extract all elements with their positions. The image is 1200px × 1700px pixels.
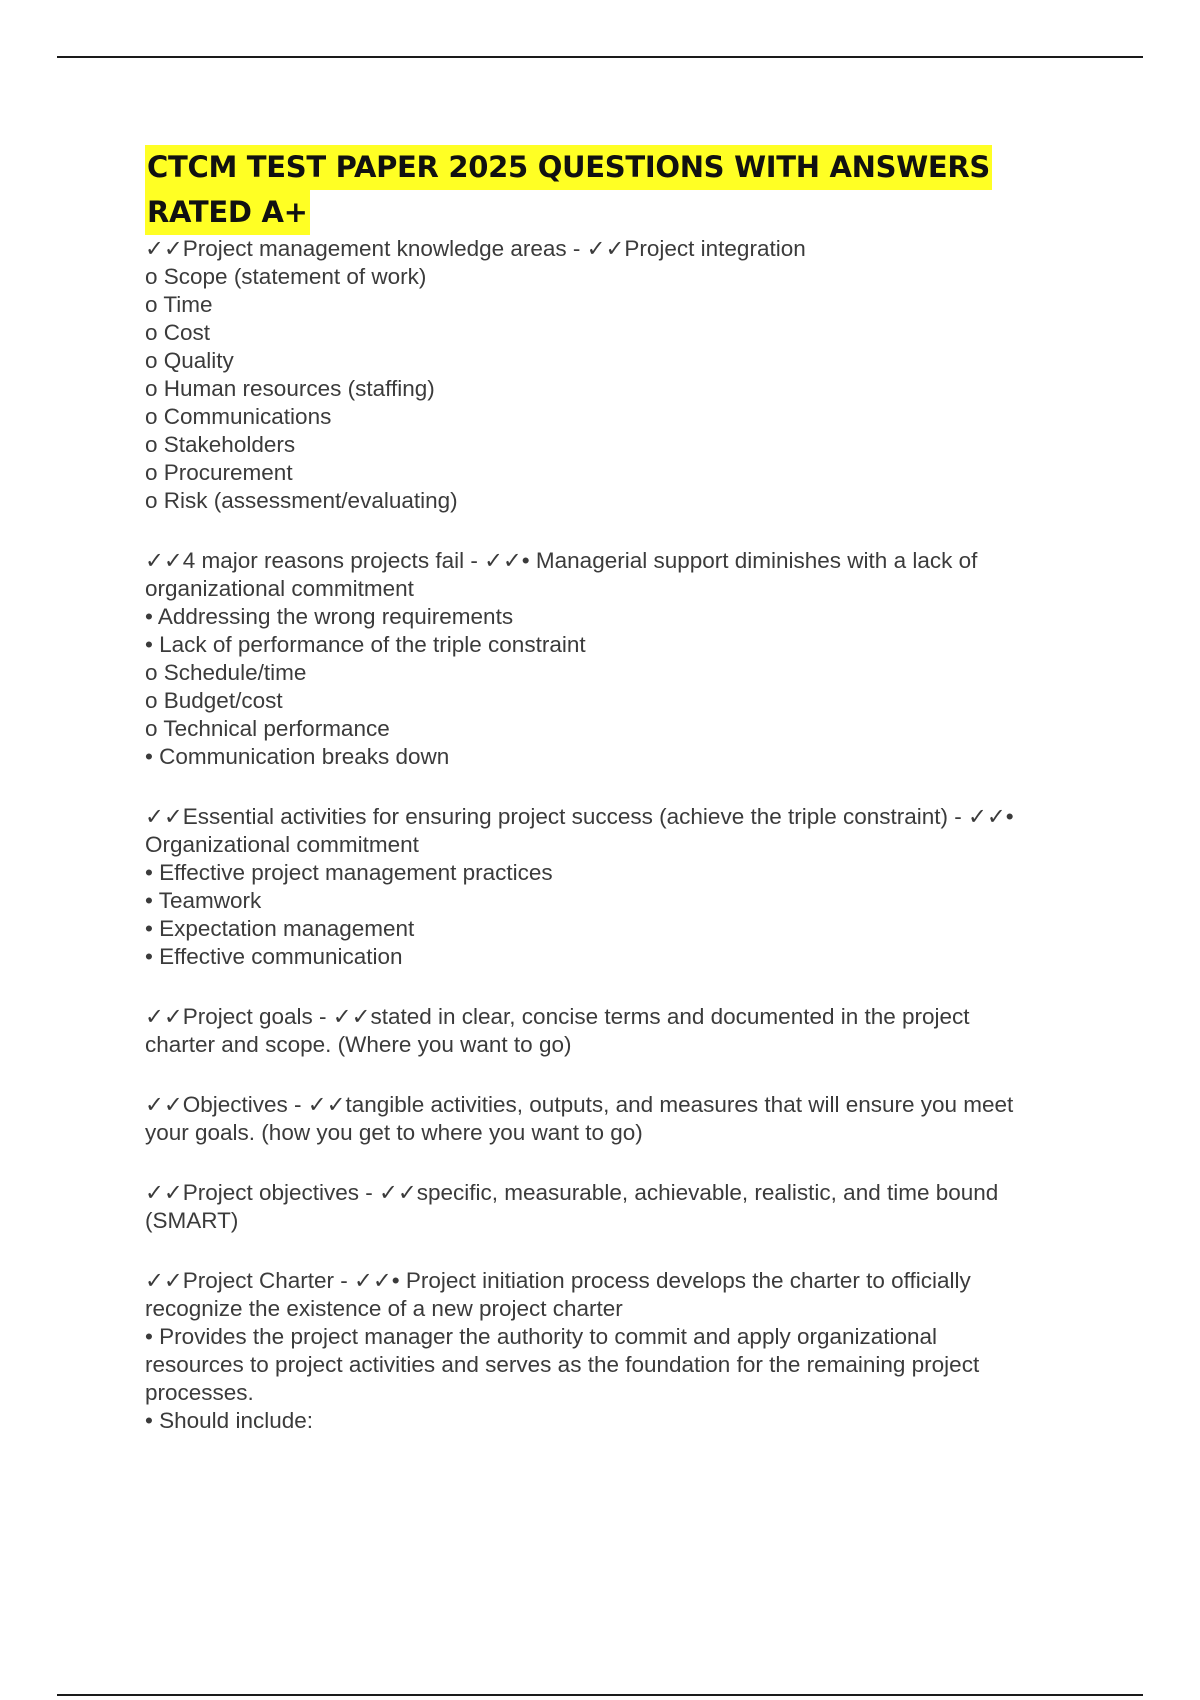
text-line: o Risk (assessment/evaluating)	[145, 488, 458, 513]
qa-block	[145, 803, 1085, 971]
text-line: Organizational commitment	[145, 832, 419, 857]
title-line: RATED A+	[145, 190, 310, 235]
text-line: o Human resources (staffing)	[145, 376, 435, 401]
header-rule	[57, 56, 1143, 58]
text-line: your goals. (how you get to where you want to go)	[145, 1120, 643, 1145]
text-line: o Time	[145, 292, 213, 317]
text-line: • Expectation management	[145, 916, 415, 941]
text-line: o Communications	[145, 404, 332, 429]
text-line: o Budget/cost	[145, 688, 283, 713]
document-body	[145, 145, 1085, 1435]
text-line: ✓✓Project management knowledge areas - ✓✓Project integration	[145, 236, 806, 261]
qa-block	[145, 1267, 1085, 1435]
qa-block	[145, 1003, 1085, 1059]
text-line: • Addressing the wrong requirements	[145, 604, 514, 629]
text-line: resources to project activities and serves as the foundation for the remaining project	[145, 1352, 980, 1377]
text-line: ✓✓4 major reasons projects fail - ✓✓• Managerial support diminishes with a lack of	[145, 548, 978, 573]
text-line: ✓✓Project objectives - ✓✓specific, measurable, achievable, realistic, and time bound	[145, 1180, 999, 1205]
text-line: processes.	[145, 1380, 254, 1405]
text-line: ✓✓Objectives - ✓✓tangible activities, outputs, and measures that will ensure you meet	[145, 1092, 1014, 1117]
text-line: • Effective project management practices	[145, 860, 553, 885]
text-line: charter and scope. (Where you want to go)	[145, 1032, 572, 1057]
text-line: (SMART)	[145, 1208, 239, 1233]
text-line: • Provides the project manager the authority to commit and apply organizational	[145, 1324, 938, 1349]
text-line: • Should include:	[145, 1408, 313, 1433]
text-line: ✓✓Essential activities for ensuring project success (achieve the triple constraint) - ✓✓•	[145, 804, 1014, 829]
text-line: o Stakeholders	[145, 432, 296, 457]
text-line: o Procurement	[145, 460, 293, 485]
text-line: ✓✓Project goals - ✓✓stated in clear, concise terms and documented in the project	[145, 1004, 970, 1029]
qa-block	[145, 1091, 1085, 1147]
text-line: o Cost	[145, 320, 211, 345]
text-line: • Lack of performance of the triple constraint	[145, 632, 586, 657]
text-line: o Technical performance	[145, 716, 390, 741]
text-line: ✓✓Project Charter - ✓✓• Project initiation process develops the charter to officially	[145, 1268, 971, 1293]
text-line: o Quality	[145, 348, 234, 373]
text-line: o Schedule/time	[145, 660, 307, 685]
text-line: recognize the existence of a new project charter	[145, 1296, 623, 1321]
document-title	[145, 145, 1085, 235]
title-line: CTCM TEST PAPER 2025 QUESTIONS WITH ANSWERS	[145, 145, 992, 190]
qa-block	[145, 547, 1085, 771]
qa-block	[145, 1179, 1085, 1235]
text-line: organizational commitment	[145, 576, 414, 601]
footer-rule	[57, 1694, 1143, 1696]
qa-block	[145, 235, 1085, 515]
text-line: • Teamwork	[145, 888, 262, 913]
qa-list	[145, 235, 1085, 1435]
text-line: • Communication breaks down	[145, 744, 450, 769]
text-line: o Scope (statement of work)	[145, 264, 427, 289]
text-line: • Effective communication	[145, 944, 403, 969]
